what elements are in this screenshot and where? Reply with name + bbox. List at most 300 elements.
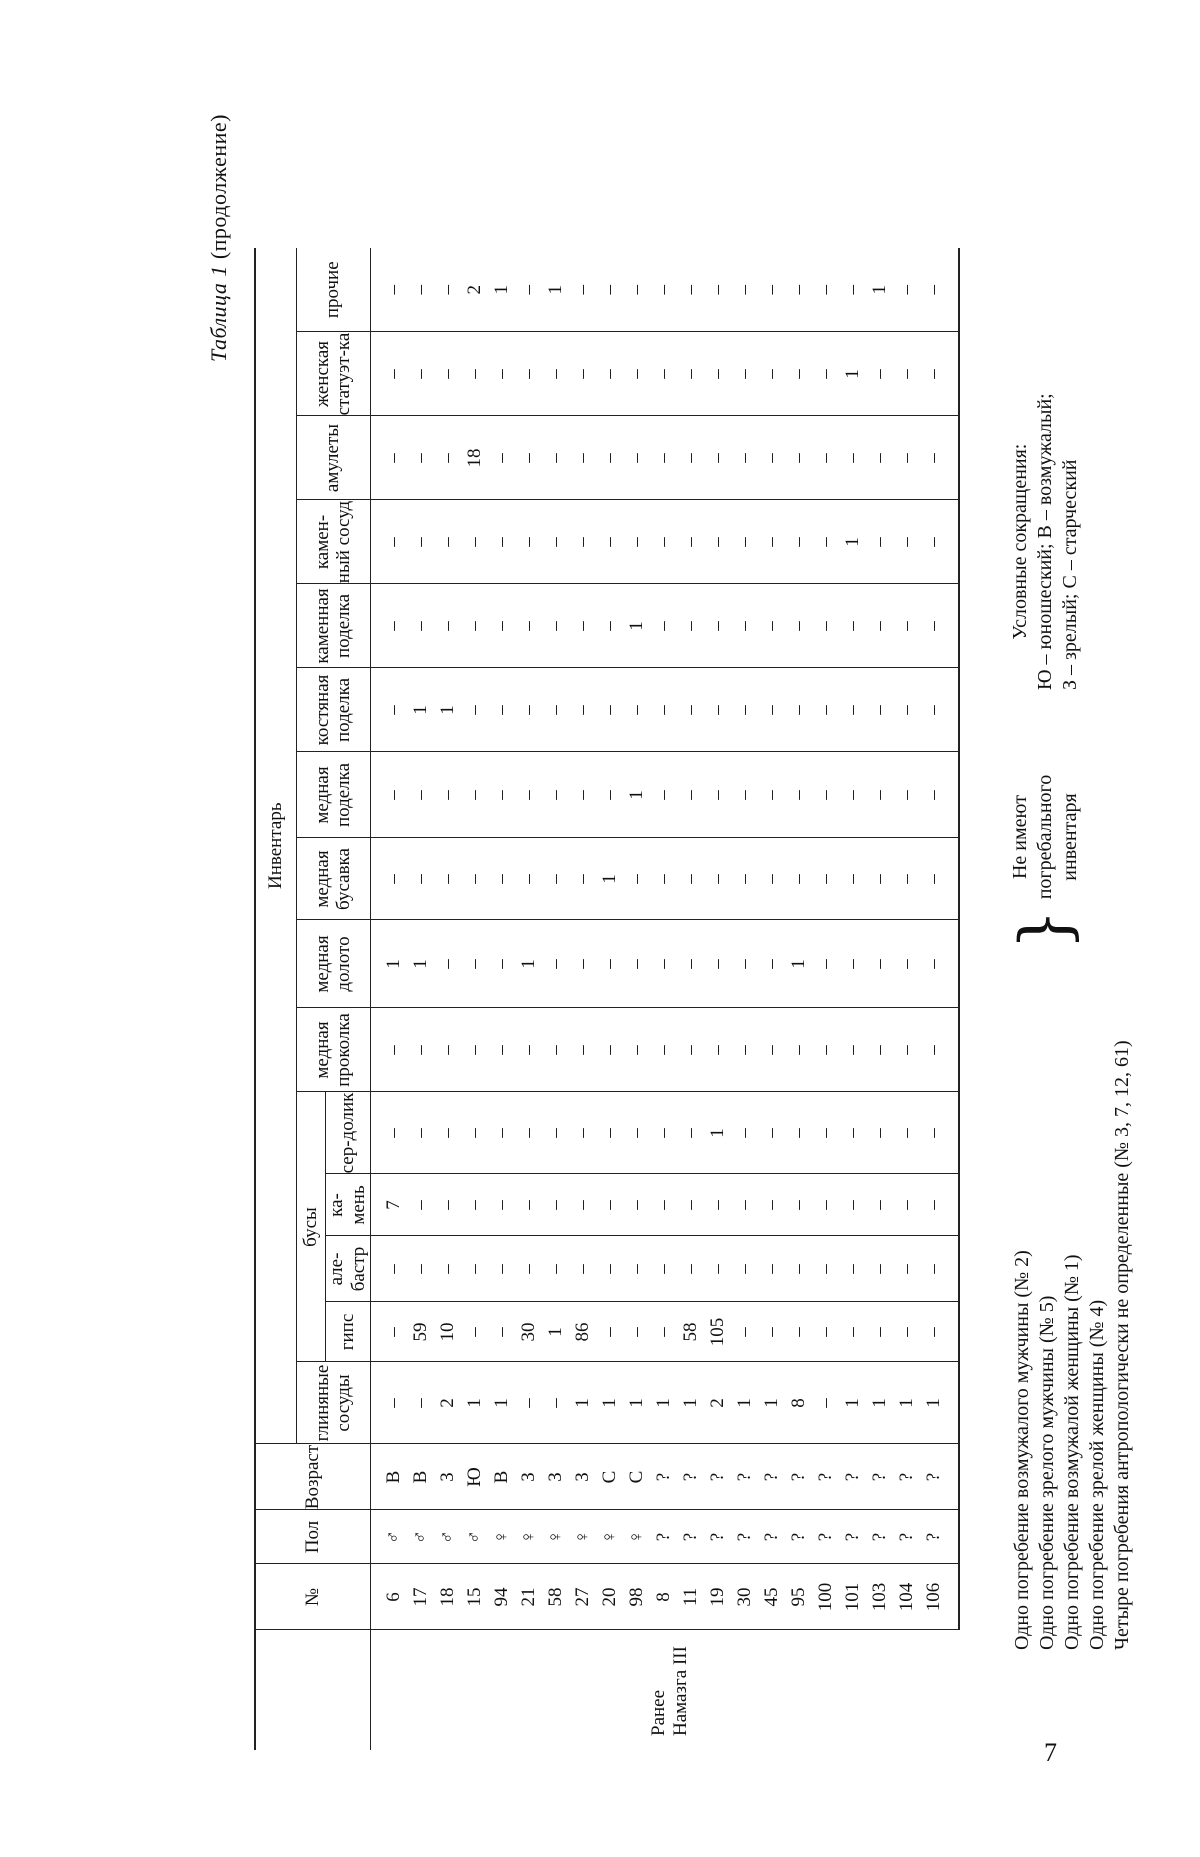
abbreviations-title: Условные сокращения: — [1009, 443, 1031, 640]
table-cell-alabaster: – — [597, 1236, 624, 1302]
table-cell-gypsum: 30 — [516, 1302, 543, 1362]
table-cell-vessels: – — [370, 1362, 408, 1444]
table-cell-n: 8 — [651, 1564, 678, 1630]
table-cell-stoneitem: – — [732, 584, 759, 668]
table-cell-carnelian: – — [786, 1092, 813, 1174]
table-cell-alabaster: – — [462, 1236, 489, 1302]
table-cell-svessel: – — [624, 500, 651, 584]
table-cell-vessels: 1 — [921, 1362, 959, 1444]
table-cell-pin: – — [651, 1008, 678, 1092]
table-cell-other: – — [732, 248, 759, 332]
table-cell-figurine: – — [921, 332, 959, 416]
table-cell-carnelian: – — [516, 1092, 543, 1174]
table-cell-amulets: – — [408, 416, 435, 500]
table-cell-gypsum: 58 — [678, 1302, 705, 1362]
table-cell-sex: ? — [678, 1510, 705, 1564]
table-cell-sex: ? — [867, 1510, 894, 1564]
table-cell-alabaster: – — [813, 1236, 840, 1302]
section-label: Ранее Намазга III — [647, 1646, 691, 1736]
table-caption — [206, 114, 232, 362]
table-cell-n: 103 — [867, 1564, 894, 1630]
table-cell-stoneitem: – — [759, 584, 786, 668]
table-row — [651, 248, 678, 1750]
table-cell-age: ? — [678, 1444, 705, 1510]
table-cell-figurine: – — [435, 332, 462, 416]
table-cell-ring: – — [921, 838, 959, 920]
table-cell-alabaster: – — [759, 1236, 786, 1302]
table-cell-ring: – — [759, 838, 786, 920]
table-cell-other: 1 — [543, 248, 570, 332]
table-cell-alabaster: – — [732, 1236, 759, 1302]
table-cell-item: – — [408, 752, 435, 838]
col-carnelian: сер-долик — [326, 1092, 371, 1174]
table-cell-carnelian: – — [732, 1092, 759, 1174]
table-cell-bone: – — [462, 668, 489, 752]
table-cell-svessel: – — [370, 500, 408, 584]
table-row — [624, 248, 651, 1750]
table-cell-sex: ♀ — [516, 1510, 543, 1564]
col-group-beads: бусы — [297, 1092, 326, 1362]
table-cell-n: 98 — [624, 1564, 651, 1630]
table-cell-sex: ♂ — [462, 1510, 489, 1564]
col-female-figurine: женская статуэт-ка — [297, 332, 371, 416]
table-cell-item: – — [678, 752, 705, 838]
table-cell-item: – — [597, 752, 624, 838]
table-cell-ring: – — [705, 838, 732, 920]
footnote-line: Одно погребение возмужалой женщины (№ 1) — [1061, 1254, 1083, 1650]
table-cell-awl: – — [867, 920, 894, 1008]
table-cell-stone: – — [894, 1174, 921, 1236]
table-cell-stoneitem: – — [370, 584, 408, 668]
table-cell-age: С — [624, 1444, 651, 1510]
caption-title: Таблица 1 — [206, 265, 231, 362]
table-cell-n: 106 — [921, 1564, 959, 1630]
table-cell-carnelian: – — [840, 1092, 867, 1174]
table-cell-ring: – — [840, 838, 867, 920]
table-cell-figurine: – — [543, 332, 570, 416]
table-cell-vessels: 1 — [651, 1362, 678, 1444]
table-cell-sex: ♀ — [597, 1510, 624, 1564]
table-cell-pin: – — [489, 1008, 516, 1092]
table-cell-bone: – — [570, 668, 597, 752]
table-cell-ring: – — [894, 838, 921, 920]
table-cell-carnelian: – — [489, 1092, 516, 1174]
table-cell-age: Ю — [462, 1444, 489, 1510]
table-cell-sex: ? — [921, 1510, 959, 1564]
table-cell-sex: ? — [894, 1510, 921, 1564]
table-cell-vessels: 1 — [840, 1362, 867, 1444]
table-cell-amulets: – — [597, 416, 624, 500]
table-cell-figurine: – — [408, 332, 435, 416]
table-cell-amulets: – — [516, 416, 543, 500]
table-cell-stoneitem: – — [597, 584, 624, 668]
table-cell-stoneitem: – — [408, 584, 435, 668]
table-cell-sex: ? — [732, 1510, 759, 1564]
table-cell-alabaster: – — [435, 1236, 462, 1302]
table-cell-vessels: 1 — [678, 1362, 705, 1444]
table-cell-bone: – — [921, 668, 959, 752]
table-cell-pin: – — [624, 1008, 651, 1092]
table-cell-gypsum: – — [921, 1302, 959, 1362]
table-cell-n: 100 — [813, 1564, 840, 1630]
table-cell-amulets: – — [570, 416, 597, 500]
table-body — [370, 248, 959, 1750]
table-cell-amulets: – — [840, 416, 867, 500]
table-cell-bone: – — [651, 668, 678, 752]
table-cell-item: – — [462, 752, 489, 838]
table-cell-pin: – — [867, 1008, 894, 1092]
table-cell-svessel: – — [813, 500, 840, 584]
table-cell-gypsum: – — [597, 1302, 624, 1362]
table-cell-stoneitem: – — [786, 584, 813, 668]
table-cell-awl: 1 — [516, 920, 543, 1008]
table-cell-stone: – — [462, 1174, 489, 1236]
table-cell-alabaster: – — [705, 1236, 732, 1302]
table-cell-bone: – — [516, 668, 543, 752]
table-cell-sex: ♂ — [435, 1510, 462, 1564]
table-cell-other: – — [705, 248, 732, 332]
table-cell-vessels: 8 — [786, 1362, 813, 1444]
table-cell-vessels: 1 — [624, 1362, 651, 1444]
no-inventory-line: Не имеют — [1009, 795, 1031, 880]
table-cell-vessels: 2 — [435, 1362, 462, 1444]
table-cell-figurine: – — [516, 332, 543, 416]
table-cell-pin: – — [570, 1008, 597, 1092]
table-cell-stone: – — [570, 1174, 597, 1236]
table-cell-other: – — [597, 248, 624, 332]
table-cell-figurine: – — [732, 332, 759, 416]
table-cell-stoneitem: – — [840, 584, 867, 668]
table-row — [678, 248, 705, 1750]
table-cell-ring: – — [489, 838, 516, 920]
table-cell-awl: – — [597, 920, 624, 1008]
table-row — [462, 248, 489, 1750]
table-cell-ring: – — [462, 838, 489, 920]
table-cell-vessels: 1 — [894, 1362, 921, 1444]
col-age: Возраст — [255, 1444, 370, 1510]
col-amulets: амулеты — [297, 416, 371, 500]
table-cell-bone: – — [813, 668, 840, 752]
col-bone-item: костяная поделка — [297, 668, 371, 752]
col-stone-vessel: камен-ный сосуд — [297, 500, 371, 584]
table-cell-age: ? — [651, 1444, 678, 1510]
table-cell-carnelian: – — [651, 1092, 678, 1174]
table-cell-pin: – — [462, 1008, 489, 1092]
table-cell-figurine: – — [462, 332, 489, 416]
footnote-line: Одно погребение возмужалого мужчины (№ 2) — [1011, 1250, 1033, 1650]
table-cell-awl: 1 — [408, 920, 435, 1008]
col-copper-awl: медная долото — [297, 920, 371, 1008]
table-cell-svessel: – — [489, 500, 516, 584]
table-cell-stoneitem: – — [435, 584, 462, 668]
table-cell-gypsum: – — [624, 1302, 651, 1362]
table-cell-stone: – — [678, 1174, 705, 1236]
table-cell-alabaster: – — [867, 1236, 894, 1302]
table-cell-carnelian: – — [867, 1092, 894, 1174]
table-cell-item: – — [435, 752, 462, 838]
table-cell-carnelian: – — [813, 1092, 840, 1174]
table-cell-gypsum: – — [867, 1302, 894, 1362]
table-cell-stoneitem: – — [921, 584, 959, 668]
table-row — [705, 248, 732, 1750]
table-cell-other: – — [813, 248, 840, 332]
table-cell-sex: ♀ — [489, 1510, 516, 1564]
table-cell-n: 95 — [786, 1564, 813, 1630]
table-cell-vessels: 1 — [489, 1362, 516, 1444]
table-cell-n: 45 — [759, 1564, 786, 1630]
table-cell-bone: – — [705, 668, 732, 752]
table-cell-other: – — [678, 248, 705, 332]
col-group-inventory: Инвентарь — [255, 248, 297, 1444]
table-cell-alabaster: – — [921, 1236, 959, 1302]
table-cell-ring: – — [651, 838, 678, 920]
table-cell-awl: – — [921, 920, 959, 1008]
table-cell-age: ? — [867, 1444, 894, 1510]
table-row — [597, 248, 624, 1750]
table-cell-pin: – — [597, 1008, 624, 1092]
table-cell-bone: – — [840, 668, 867, 752]
table-cell-ring: – — [370, 838, 408, 920]
col-copper-pin: медная проколка — [297, 1008, 371, 1092]
table-cell-svessel: – — [543, 500, 570, 584]
table-cell-other: – — [516, 248, 543, 332]
table-cell-awl: – — [759, 920, 786, 1008]
caption-continued: (продолжение) — [206, 114, 231, 260]
inventory-table — [254, 248, 960, 1750]
table-cell-stone: – — [489, 1174, 516, 1236]
table-cell-figurine: – — [489, 332, 516, 416]
table-cell-alabaster: – — [370, 1236, 408, 1302]
table-cell-pin: – — [516, 1008, 543, 1092]
col-copper-item: медная поделка — [297, 752, 371, 838]
table-cell-other: – — [786, 248, 813, 332]
table-cell-carnelian: – — [543, 1092, 570, 1174]
table-cell-pin: – — [840, 1008, 867, 1092]
table-cell-amulets: – — [921, 416, 959, 500]
table-cell-svessel: – — [408, 500, 435, 584]
table-cell-figurine: – — [705, 332, 732, 416]
table-cell-carnelian: – — [570, 1092, 597, 1174]
footnote-line: Четыре погребения антропологически не определенные (№ 3, 7, 12, 61) — [1111, 1040, 1133, 1650]
table-cell-vessels: 1 — [759, 1362, 786, 1444]
table-cell-svessel: – — [570, 500, 597, 584]
table-row — [732, 248, 759, 1750]
table-cell-vessels: – — [813, 1362, 840, 1444]
table-cell-age: ? — [894, 1444, 921, 1510]
table-cell-n: 104 — [894, 1564, 921, 1630]
table-cell-item: – — [867, 752, 894, 838]
table-cell-stoneitem: – — [894, 584, 921, 668]
table-cell-carnelian: – — [894, 1092, 921, 1174]
table-cell-amulets: – — [624, 416, 651, 500]
table-cell-awl: – — [732, 920, 759, 1008]
table-row — [759, 248, 786, 1750]
table-cell-alabaster: – — [840, 1236, 867, 1302]
table-cell-item: – — [759, 752, 786, 838]
table-cell-alabaster: – — [570, 1236, 597, 1302]
table-cell-bone: – — [759, 668, 786, 752]
table-cell-other: – — [408, 248, 435, 332]
table-cell-sex: ♂ — [408, 1510, 435, 1564]
table-cell-pin: – — [370, 1008, 408, 1092]
table-cell-amulets: – — [705, 416, 732, 500]
table-cell-carnelian: – — [921, 1092, 959, 1174]
table-cell-item: – — [651, 752, 678, 838]
table-cell-figurine: – — [786, 332, 813, 416]
table-cell-carnelian: – — [678, 1092, 705, 1174]
table-cell-other: – — [921, 248, 959, 332]
table-cell-pin: – — [894, 1008, 921, 1092]
table-cell-age: ? — [759, 1444, 786, 1510]
table-cell-svessel: – — [759, 500, 786, 584]
table-cell-vessels: – — [543, 1362, 570, 1444]
table-cell-item: – — [570, 752, 597, 838]
table-cell-svessel: – — [921, 500, 959, 584]
table-cell-stone: – — [435, 1174, 462, 1236]
table-cell-n: 17 — [408, 1564, 435, 1630]
table-cell-amulets: – — [786, 416, 813, 500]
table-cell-svessel: – — [462, 500, 489, 584]
table-cell-item: – — [894, 752, 921, 838]
table-cell-other: 2 — [462, 248, 489, 332]
table-row — [894, 248, 921, 1750]
table-cell-age: ? — [705, 1444, 732, 1510]
table-cell-amulets: – — [678, 416, 705, 500]
table-cell-bone: – — [678, 668, 705, 752]
table-cell-item: – — [489, 752, 516, 838]
table-cell-pin: – — [759, 1008, 786, 1092]
table-cell-stoneitem: – — [570, 584, 597, 668]
table-cell-svessel: – — [786, 500, 813, 584]
table-row — [435, 248, 462, 1750]
table-cell-awl: – — [489, 920, 516, 1008]
table-cell-awl: 1 — [370, 920, 408, 1008]
table-cell-alabaster: – — [678, 1236, 705, 1302]
table-cell-svessel: – — [597, 500, 624, 584]
table-cell-awl: – — [543, 920, 570, 1008]
table-cell-pin: – — [921, 1008, 959, 1092]
page-number: 7 — [1044, 1738, 1057, 1767]
table-cell-ring: – — [435, 838, 462, 920]
table-cell-bone: – — [597, 668, 624, 752]
col-copper-ring: медная бусавка — [297, 838, 371, 920]
table-cell-stone: 7 — [370, 1174, 408, 1236]
table-cell-other: – — [651, 248, 678, 332]
table-cell-sex: ? — [813, 1510, 840, 1564]
table-cell-ring: – — [543, 838, 570, 920]
col-num: № — [255, 1564, 370, 1630]
table-cell-svessel: 1 — [840, 500, 867, 584]
table-cell-amulets: – — [489, 416, 516, 500]
table-cell-sex: ? — [651, 1510, 678, 1564]
table-cell-stone: – — [516, 1174, 543, 1236]
table-cell-stoneitem: – — [462, 584, 489, 668]
table-cell-bone: – — [624, 668, 651, 752]
table-cell-alabaster: – — [516, 1236, 543, 1302]
table-cell-item: 1 — [624, 752, 651, 838]
table-cell-vessels: 1 — [867, 1362, 894, 1444]
table-cell-stoneitem: – — [516, 584, 543, 668]
col-sex: Пол — [255, 1510, 370, 1564]
table-cell-other: – — [435, 248, 462, 332]
table-cell-stoneitem: – — [489, 584, 516, 668]
table-cell-bone: – — [894, 668, 921, 752]
table-cell-carnelian: – — [759, 1092, 786, 1174]
no-inventory-line: погребального — [1034, 774, 1056, 900]
table-cell-stone: – — [840, 1174, 867, 1236]
table-cell-gypsum: – — [759, 1302, 786, 1362]
table-cell-pin: – — [813, 1008, 840, 1092]
table-cell-other: – — [840, 248, 867, 332]
table-cell-awl: – — [651, 920, 678, 1008]
table-cell-gypsum: – — [813, 1302, 840, 1362]
table-cell-stone: – — [867, 1174, 894, 1236]
table-cell-sex: ? — [759, 1510, 786, 1564]
table-cell-svessel: – — [651, 500, 678, 584]
table-cell-ring: – — [732, 838, 759, 920]
table-row — [840, 248, 867, 1750]
abbreviations-line: Ю – юношеский; В – возмужалый; — [1034, 393, 1056, 690]
table-cell-stone: – — [759, 1174, 786, 1236]
table-cell-pin: – — [732, 1008, 759, 1092]
table-cell-other: – — [894, 248, 921, 332]
table-cell-n: 11 — [678, 1564, 705, 1630]
table-cell-n: 19 — [705, 1564, 732, 1630]
table-cell-figurine: – — [678, 332, 705, 416]
table-cell-n: 58 — [543, 1564, 570, 1630]
table-cell-amulets: – — [370, 416, 408, 500]
table-cell-other: – — [570, 248, 597, 332]
no-inventory-note — [1008, 775, 1083, 950]
table-cell-sex: ♀ — [543, 1510, 570, 1564]
table-row — [786, 248, 813, 1750]
table-cell-gypsum: – — [651, 1302, 678, 1362]
table-cell-other: – — [624, 248, 651, 332]
table-cell-carnelian: – — [462, 1092, 489, 1174]
table-cell-gypsum: 1 — [543, 1302, 570, 1362]
table-cell-figurine: – — [624, 332, 651, 416]
table-cell-figurine: – — [597, 332, 624, 416]
table-cell-amulets: 18 — [462, 416, 489, 500]
table-cell-other: 1 — [489, 248, 516, 332]
table-cell-item: – — [813, 752, 840, 838]
table-cell-item: – — [543, 752, 570, 838]
table-cell-vessels: 1 — [732, 1362, 759, 1444]
col-stone: ка-мень — [326, 1174, 371, 1236]
table-cell-svessel: – — [732, 500, 759, 584]
table-cell-sex: ? — [840, 1510, 867, 1564]
table-cell-bone: – — [543, 668, 570, 752]
table-cell-bone: 1 — [408, 668, 435, 752]
table-cell-alabaster: – — [786, 1236, 813, 1302]
table-cell-bone: – — [732, 668, 759, 752]
table-cell-ring: – — [408, 838, 435, 920]
table-cell-stoneitem: – — [651, 584, 678, 668]
brace-icon: } — [1006, 909, 1085, 950]
table-cell-n: 21 — [516, 1564, 543, 1630]
abbreviations-line: З – зрелый; С – старческий — [1059, 459, 1081, 690]
table-cell-gypsum: – — [894, 1302, 921, 1362]
table-cell-ring: – — [786, 838, 813, 920]
table-cell-pin: – — [786, 1008, 813, 1092]
table-cell-age: З — [516, 1444, 543, 1510]
table-cell-stone: – — [921, 1174, 959, 1236]
table-cell-vessels: 1 — [570, 1362, 597, 1444]
table-cell-vessels: 2 — [705, 1362, 732, 1444]
table-cell-gypsum: 59 — [408, 1302, 435, 1362]
footnote-line: Одно погребение зрелой женщины (№ 4) — [1086, 1299, 1108, 1650]
table-cell-ring: 1 — [597, 838, 624, 920]
